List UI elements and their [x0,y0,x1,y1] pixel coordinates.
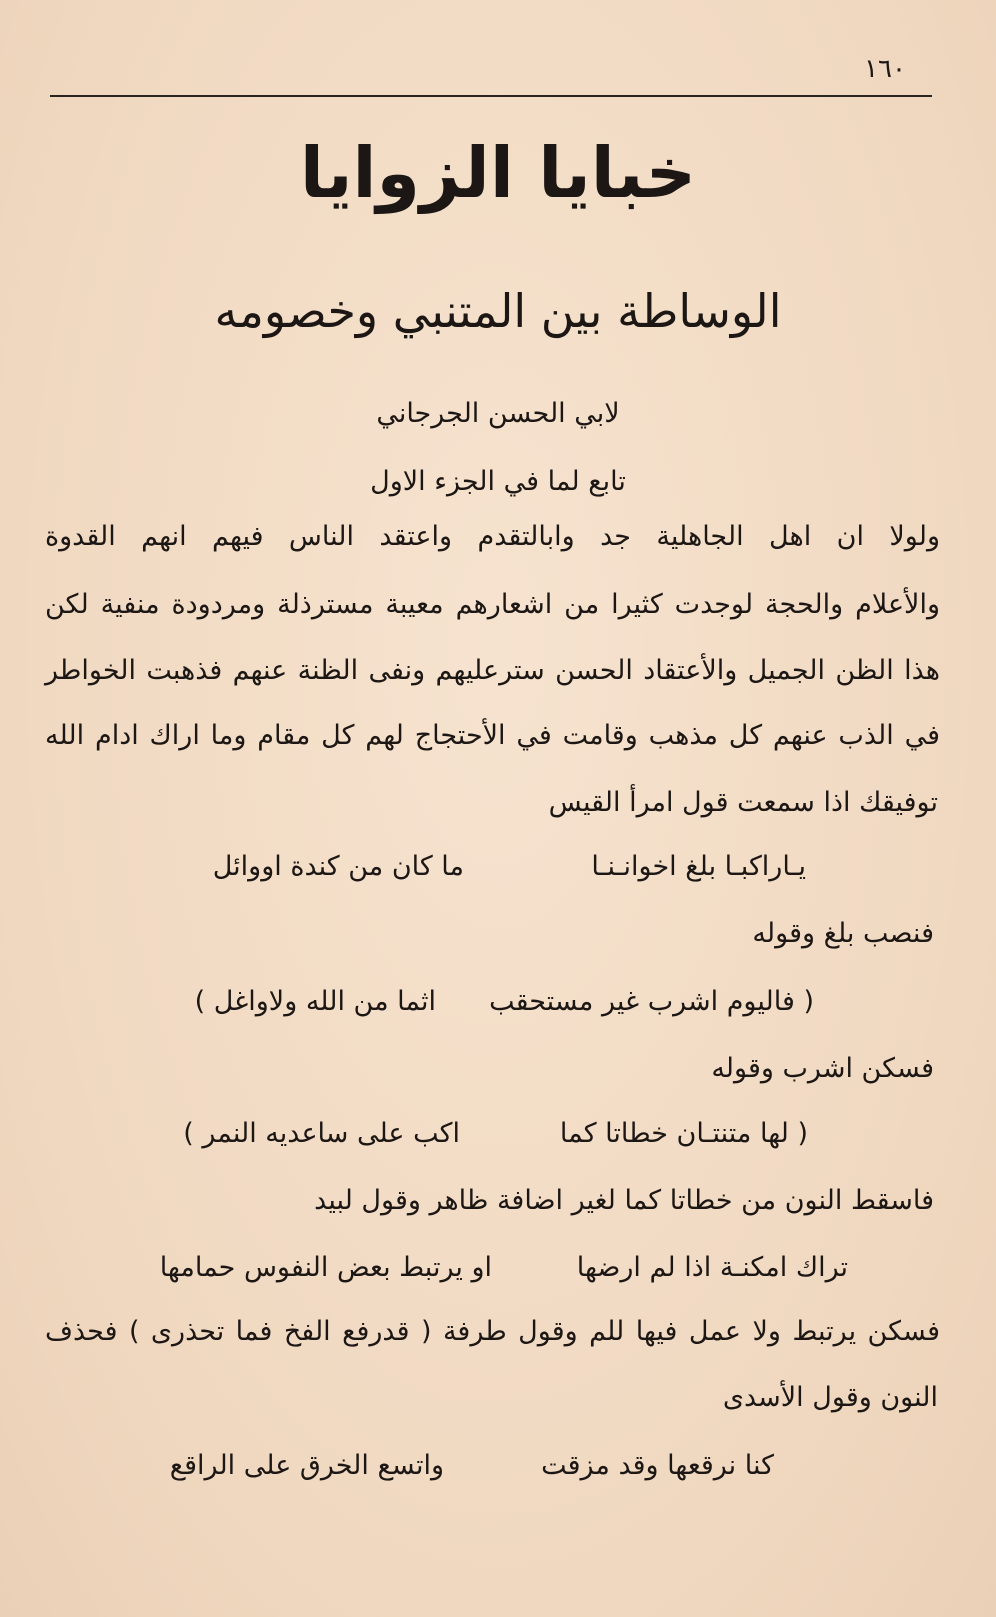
continuation-note: تابع لما في الجزء الاول [370,466,626,497]
author-line: لابي الحسن الجرجاني [376,398,620,429]
verse-first-hemistich: ( فاليوم اشرب غير مستحقب [489,986,814,1017]
verse-first-hemistich: كنا نرقعها وقد مزقت [541,1450,774,1481]
commentary-line: فاسقط النون من خطاتا كما لغير اضافة ظاهر وقول لبيد [314,1185,934,1216]
page-number: ١٦٠ [864,54,906,84]
text-line: ولولا ان اهل الجاهلية جد وابالتقدم واعتقد الناس فيهم انهم القدوة [45,521,940,552]
verse-second-hemistich: واتسع الخرق على الراقع [169,1450,444,1481]
text-line: النون وقول الأسدى [722,1382,938,1413]
verse-first-hemistich: يـاراكبـا بلغ اخوانـنـا [591,851,806,882]
text-line: في الذب عنهم كل مذهب وقامت في الأحتجاج لهم كل مقام وما اراك ادام الله [45,720,940,751]
text-line: توفيقك اذا سمعت قول امرأ القيس [548,787,938,818]
article-title: الوساطة بين المتنبي وخصومه [214,284,782,338]
header-rule [50,95,932,97]
verse-second-hemistich: اثما من الله ولاواغل ) [194,986,436,1017]
verse-first-hemistich: ( لها متنتـان خطاتا كما [559,1118,808,1149]
commentary-line: فسكن اشرب وقوله [711,1053,934,1084]
section-title: خبايا الزوايا [299,132,697,214]
text-line: هذا الظن الجميل والأعتقاد الحسن سترعليهم ونفى الظنة عنهم فذهبت الخواطر [45,655,940,686]
text-line: فسكن يرتبط ولا عمل فيها للم وقول طرفة ( قدرفع الفخ فما تحذرى ) فحذف [45,1316,940,1347]
verse-second-hemistich: ما كان من كندة اووائل [212,851,464,882]
verse-second-hemistich: اكب على ساعديه النمر ) [183,1118,460,1149]
commentary-line: فنصب بلغ وقوله [752,918,934,949]
text-line: والأعلام والحجة لوجدت كثيرا من اشعارهم معيبة مسترذلة ومردودة منفية لكن [45,589,940,620]
verse-second-hemistich: او يرتبط بعض النفوس حمامها [159,1252,492,1283]
verse-first-hemistich: تراك امكنـة اذا لم ارضها [576,1252,848,1283]
